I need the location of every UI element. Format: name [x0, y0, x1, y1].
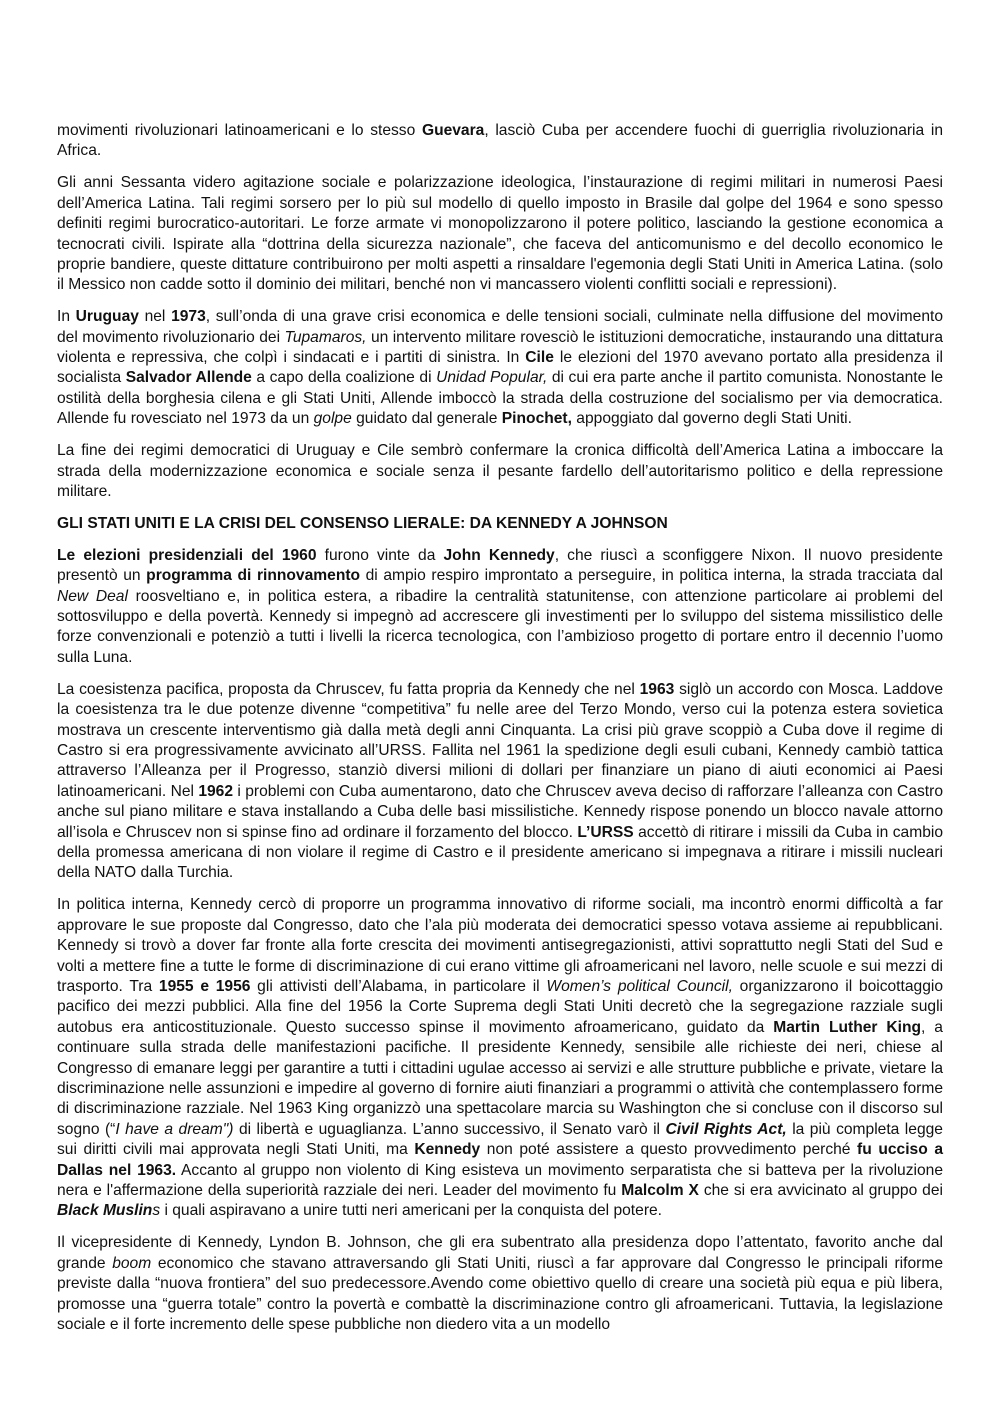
paragraph: [57, 680, 943, 884]
text-run: nel: [138, 308, 172, 326]
emphasis-text: 1973: [171, 308, 206, 326]
emphasis-text: Salvador Allende: [125, 369, 252, 387]
text-run: di cui era parte anche il partito comunista. Nonostante le ostilità della borghesia cilena e gli Stati Uniti, Allende imboccò la strada della costruzione del socialismo per via democratica. Allende fu rovesciato nel 1973 da un: [57, 369, 943, 428]
emphasis-text: Pinochet,: [501, 410, 572, 428]
text-run: le elezioni del 1970 avevano portato alla presidenza il socialista: [57, 349, 943, 387]
text-run: di ampio respiro improntato a perseguire, in politica interna, la strada tracciata dal: [360, 567, 943, 585]
emphasis-text: 1962: [198, 782, 234, 800]
text-run: di libertà e uguaglianza. L’anno successivo, il Senato varò il: [233, 1120, 666, 1138]
emphasis-text: Civil Rights Act,: [665, 1120, 787, 1138]
emphasis-text: 1963: [639, 680, 675, 698]
italic-text: golpe: [313, 410, 352, 428]
paragraph: [57, 546, 943, 668]
text-run: Gli anni Sessanta videro agitazione sociale e polarizzazione ideologica, l’instaurazione di regimi militari in numerosi Paesi dell’America Latina. Tali regimi sorsero per lo più sul modello di quello imposto in Brasile dal golpe del 1964 e sono spesso definiti regimi burocratico-autoritari. Le forze armate vi monopolizzarono il potere politico, lasciando la gestione economica a tecnocrati civili. Ispirate alla “dottrina della sicurezza nazionale”, che faceva del anticomunismo e del decollo economico le proprie bandiere, queste dittature contribuirono per molti aspetti a rinsaldare l'egemonia degli Stati Uniti in America Latina. (solo il Messico non cadde sotto il dominio dei militari, benché non vi mancassero violenti conflitti sociali e repressioni).: [57, 174, 943, 294]
text-run: In politica interna, Kennedy cercò di proporre un programma innovativo di riforme sociali, ma incontrò enormi difficoltà a far approvare le sue proposte dal Congresso, dato che l’ala più moderata dei democratici spesso votava assieme ai repubblicani. Kennedy si trovò a dover far fronte alla forte crescita dei movimenti antisegregazionisti, attivi soprattutto negli Stati del Sud e volti a mettere fine a tutte le forme di discriminazione di cui erano vittime gli afroamericani nel lavoro, nelle scuole e sui mezzi di trasporto. Tra: [57, 896, 943, 995]
text-run: guidato dal generale: [351, 410, 502, 428]
text-run: la più completa legge sui diritti civili mai approvata negli Stati Uniti, ma: [57, 1120, 943, 1159]
text-run: Il vicepresidente di Kennedy, Lyndon B. Johnson, che gli era subentrato alla presidenza dopo l’attentato, favorito anche dal grande: [57, 1234, 943, 1272]
text-run: accettò di ritirare i missili da Cuba in cambio della promessa americana di non violare il regime di Castro e il presidente americano si impegnava a ritirare i missili nucleari della NATO dalla Turchia.: [57, 823, 944, 882]
emphasis-text: L’URSS: [577, 823, 634, 841]
emphasis-text: Uruguay: [75, 308, 139, 326]
text-run: economico che stavano attraversando gli Stati Uniti, riuscì a far approvare dal Congresso le principali riforme previste dalla “nuova frontiera” del suo predecessore.Avendo come obiettivo quello di creare una società più equa e più libera, promosse una “guerra totale” contro la povertà e combattè la discriminazione contro gli afroamericani. Tuttavia, la legislazione sociale e il forte incremento delle spese pubbliche non diedero vita a un modello: [57, 1254, 943, 1333]
paragraph: [57, 1233, 943, 1335]
text-run: che si era avvicinato al gruppo dei: [698, 1182, 943, 1199]
emphasis-text: John Kennedy: [443, 546, 555, 564]
text-run: In: [57, 308, 76, 326]
text-run: , che riuscì a sconfiggere Nixon. Il nuovo presidente presentò un: [57, 546, 943, 585]
emphasis-text: fu ucciso a Dallas nel 1963.: [57, 1141, 943, 1179]
text-run: gli attivisti dell’Alabama, in particolare il: [250, 977, 547, 995]
emphasis-text: Cile: [525, 349, 554, 367]
section-heading: GLI STATI UNITI E LA CRISI DEL CONSENSO LIERALE: DA KENNEDY A JOHNSON: [57, 514, 668, 532]
italic-text: s: [152, 1202, 161, 1220]
paragraph: [57, 307, 943, 429]
italic-text: I have a dream"): [115, 1120, 234, 1138]
italic-text: Unidad Popular,: [436, 369, 548, 387]
emphasis-text: Malcolm X: [621, 1182, 699, 1199]
italic-text: boom: [112, 1254, 152, 1272]
italic-text: Tupamaros,: [284, 328, 367, 346]
text-run: movimenti rivoluzionari latinoamericani e lo stesso: [57, 122, 422, 139]
paragraph: [57, 173, 943, 295]
text-run: La fine dei regimi democratici di Uruguay e Cile sembrò confermare la cronica difficoltà dell’America Latina a imboccare la strada della modernizzazione economica e sociale senza il pesante fardello dell’autoritarismo politico e della repressione militare.: [57, 442, 943, 500]
text-block-top: [57, 121, 943, 502]
text-block-bottom: [57, 546, 943, 1336]
text-run: furono vinte da: [316, 546, 444, 564]
emphasis-text: Martin Luther King: [773, 1018, 922, 1036]
emphasis-text: 1955 e 1956: [158, 977, 251, 995]
paragraph: [57, 895, 943, 1222]
text-run: i quali aspiravano a unire tutti neri americani per la conquista del potere.: [160, 1202, 663, 1220]
text-run: , lasciò Cuba per accendere fuochi di guerriglia rivoluzionaria in Africa.: [57, 122, 943, 160]
text-run: , a continuare sulla strada delle manifestazioni pacifiche. Il presidente Kennedy, sensibile alle richieste dei neri, chiese al Congresso di emanare leggi per garantire a tutti i cittadini ugulae accesso ai servizi e alle strutture pubbliche e private, vietare la discriminazione nelle assunzioni e impedire al governo di fornire aiuti finanziari a programmi o attività che contemplassero forme di discriminazione razziale. Nel 1963 King organizzò una spettacolare marcia su Washington che si concluse con il discorso sul sogno (“: [57, 1018, 943, 1138]
text-run: non poté assistere a questo provvedimento perché: [480, 1141, 858, 1159]
text-run: a capo della coalizione di: [251, 369, 437, 387]
text-run: , sull’onda di una grave crisi economica e delle tensioni sociali, culminate nella diffusione del movimento del movimento rivoluzionario dei: [57, 308, 944, 346]
text-run: appoggiato dal governo degli Stati Uniti.: [571, 410, 852, 428]
text-run: La coesistenza pacifica, proposta da Chruscev, fu fatta propria da Kennedy che nel: [57, 680, 640, 698]
emphasis-text: programma di rinnovamento: [146, 567, 361, 585]
emphasis-text: Guevara: [421, 122, 485, 139]
text-run: Accanto al gruppo non violento di King esisteva un movimento serparatista che si batteva per la rivoluzione nera e l'affermazione della superiorità razziale dei neri. Leader del movimento fu: [57, 1161, 943, 1199]
text-run: un intervento militare rovesciò le istituzioni democratiche, instaurando una dittatura violenta e repressiva, che colpì i sindacati e i partiti di sinistra. In: [57, 328, 943, 367]
text-run: roosveltiano e, in politica estera, a ribadire la centralità statunitense, con attenzione particolare ai problemi del sottosviluppo e della povertà. Kennedy si impegnò ad accrescere gli investimenti per lo sviluppo del sistema missilistico delle forze convenzionali e potenziò a tutti i livelli la ricerca tecnologica, con l’ambizioso progetto di portare entro il decennio l’uomo sulla Luna.: [57, 587, 943, 666]
paragraph: [57, 121, 943, 162]
emphasis-text: Black Muslin: [57, 1202, 153, 1220]
italic-text: New Deal: [57, 587, 128, 605]
text-run: i problemi con Cuba aumentarono, dato che Chruscev aveva deciso di rafforzare l’alleanza con Castro anche sul piano militare e stava installando a Cuba delle basi missilistiche. Kennedy rispose ponendo un blocco navale attorno all’isola e Chruscev non si spinse fino ad ordinare il forzamento del blocco.: [57, 782, 943, 841]
emphasis-text: Le elezioni presidenziali del 1960: [57, 546, 317, 564]
emphasis-text: Kennedy: [414, 1141, 481, 1159]
paragraph: [57, 441, 943, 502]
text-run: organizzarono il boicottaggio pacifico dei mezzi pubblici. Alla fine del 1956 la Corte Suprema degli Stati Uniti decretò che la segregazione razziale sugli autobus era anticostituzionale. Questo successo spinse il movimento afroamericano, guidato da: [57, 977, 943, 1036]
document-page: [57, 121, 943, 1347]
italic-text: Women’s political Council,: [546, 977, 733, 995]
text-run: siglò un accordo con Mosca. Laddove la coesistenza tra le due potenze divenne “competitiva” fu nelle aree del Terzo Mondo, verso cui la potenza estera sovietica mostrava un crescente interventismo già dalla metà degli anni Cinquanta. La crisi più grave scoppiò a Cuba dove il regime di Castro si era progressivamente avvicinato all’URSS. Fallita nel 1961 la spedizione degli esuli cubani, Kennedy cambiò tattica attraverso l’Alleanza per il Progresso, stanziò diversi milioni di dollari per finanziare un piano di aiuti economici ai Paesi latinoamericani. Nel: [57, 680, 944, 800]
